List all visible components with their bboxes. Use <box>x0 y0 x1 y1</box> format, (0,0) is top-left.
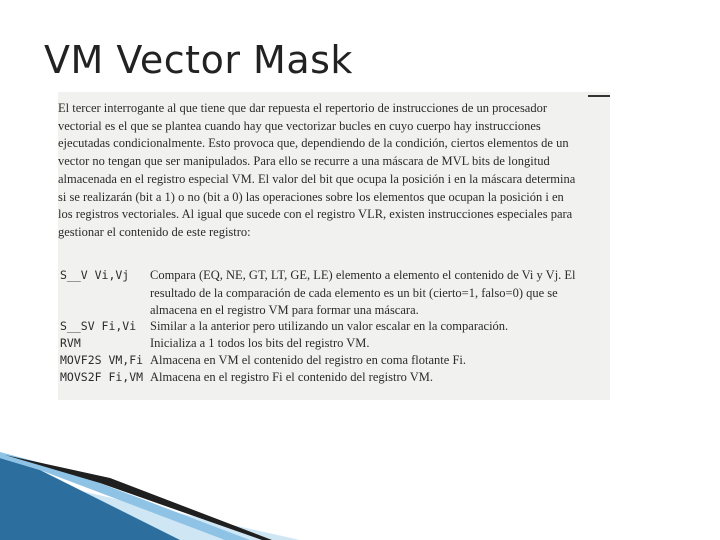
scanned-text-image <box>58 92 610 400</box>
paragraph-line: almacenada en el registro especial VM. El valor del bit que ocupa la posición i en la máscara determina <box>58 171 576 186</box>
instruction-description: Inicializa a 1 todos los bits del registro VM. <box>150 336 370 350</box>
paragraph-line: si se realizarán (bit a 1) o no (bit a 0) las operaciones sobre los elementos que ocupan la posición i en <box>58 189 564 204</box>
instruction-code: MOVF2S VM,Fi <box>60 353 144 367</box>
paragraph-line: vector no tengan que ser manipulados. Para ello se recurre a una máscara de MVL bits de longitud <box>58 154 550 169</box>
paragraph-line: los registros vectoriales. Al igual que sucede con el registro VLR, existen instrucciones especiales para <box>58 207 573 222</box>
decor-dark-stroke <box>5 455 272 540</box>
slide-title: VM Vector Mask <box>44 38 353 82</box>
paragraph-line: gestionar el contenido de este registro: <box>58 224 251 239</box>
instruction-row <box>58 303 610 320</box>
decor-blue-band <box>0 458 180 540</box>
instruction-code: S__SV Fi,Vi <box>60 319 137 333</box>
paragraph-line: El tercer interrogante al que tiene que dar repuesta el repertorio de instrucciones de un procesador <box>58 101 548 115</box>
instruction-row <box>58 353 610 370</box>
instruction-row <box>58 319 610 336</box>
instruction-code: RVM <box>60 336 81 350</box>
instruction-description: Almacena en el registro Fi el contenido del registro VM. <box>150 370 434 384</box>
instruction-description: almacena en el registro VM para formar una máscara. <box>150 303 419 317</box>
instruction-description: Almacena en VM el contenido del registro en coma flotante Fi. <box>150 353 466 367</box>
paragraph-line: ejecutadas condicionalmente. Esto provoca que, dependiendo de la condición, ciertos elementos de un <box>58 136 569 151</box>
instruction-description: resultado de la comparación de cada elemento es un bit (cierto=1, falso=0) que se <box>150 286 558 300</box>
intro-paragraph <box>58 100 610 242</box>
scan-top-rule <box>588 95 610 97</box>
paragraph-line: vectorial es el que se plantea cuando hay que vectorizar bucles en cuyo cuerpo hay instrucciones <box>58 118 541 133</box>
decor-light-band <box>0 472 300 540</box>
instruction-code: S__V Vi,Vj <box>60 268 130 282</box>
instruction-description: Similar a la anterior pero utilizando un valor escalar en la comparación. <box>150 319 509 333</box>
instruction-row <box>58 286 610 303</box>
decor-light-blue-band <box>0 452 250 540</box>
instruction-row <box>58 370 610 387</box>
instruction-row <box>58 268 610 285</box>
instruction-description: Compara (EQ, NE, GT, LT, GE, LE) elemento a elemento el contenido de Vi y Vj. El <box>150 268 576 282</box>
instruction-row <box>58 336 610 353</box>
instruction-code: MOVS2F Fi,VM <box>60 370 144 384</box>
